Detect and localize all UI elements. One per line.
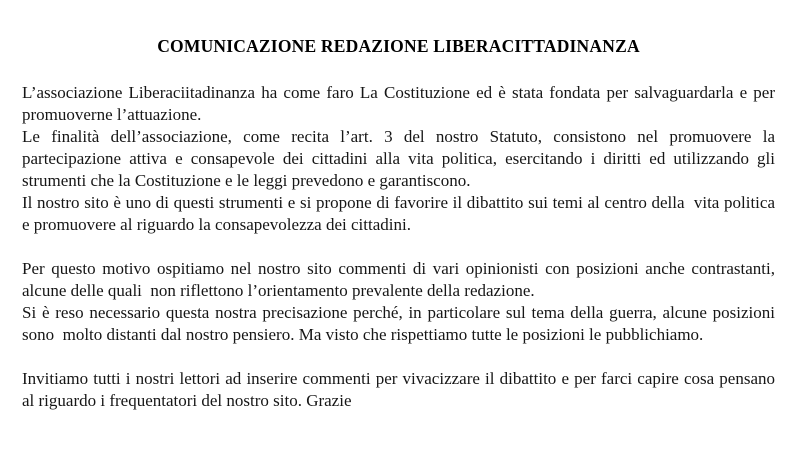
- paragraph-site-purpose: Il nostro sito è uno di questi strumenti e si propone di favorire il dibattito sui temi al centro della vita politica e promuovere al riguardo la consapevolezza dei cittadini.: [22, 193, 780, 234]
- paragraph-statute-goals: Le finalità dell’associazione, come recita l’art. 3 del nostro Statuto, consistono nel promuovere la partecipazione attiva e consapevole dei cittadini alla vita politica, esercitando i diritti ed utilizzando gli strumenti che la Costituzione e le leggi prevedono e garantiscono.: [22, 127, 780, 190]
- paragraph-association-mission: L’associazione Liberaciitadinanza ha come faro La Costituzione ed è stata fondata per salvaguardarla e per promuoverne l’attuazione.: [22, 83, 780, 124]
- page-title: COMUNICAZIONE REDAZIONE LIBERACITTADINANZA: [157, 36, 640, 56]
- paragraph-invitation-comments: Invitiamo tutti i nostri lettori ad inserire commenti per vivacizzare il dibattito e per farci capire cosa pensano al riguardo i frequentatori del nostro sito. Grazie: [22, 369, 780, 410]
- paragraph-opinions-hosted: Per questo motivo ospitiamo nel nostro sito commenti di vari opinionisti con posizioni anche contrastanti, alcune delle quali non riflettono l’orientamento prevalente della redazione.: [22, 259, 780, 300]
- paragraph-clarification-war: Si è reso necessario questa nostra precisazione perché, in particolare sul tema della guerra, alcune posizioni sono molto distanti dal nostro pensiero. Ma visto che rispettiamo tutte le posizioni le pubblichiamo.: [22, 303, 780, 344]
